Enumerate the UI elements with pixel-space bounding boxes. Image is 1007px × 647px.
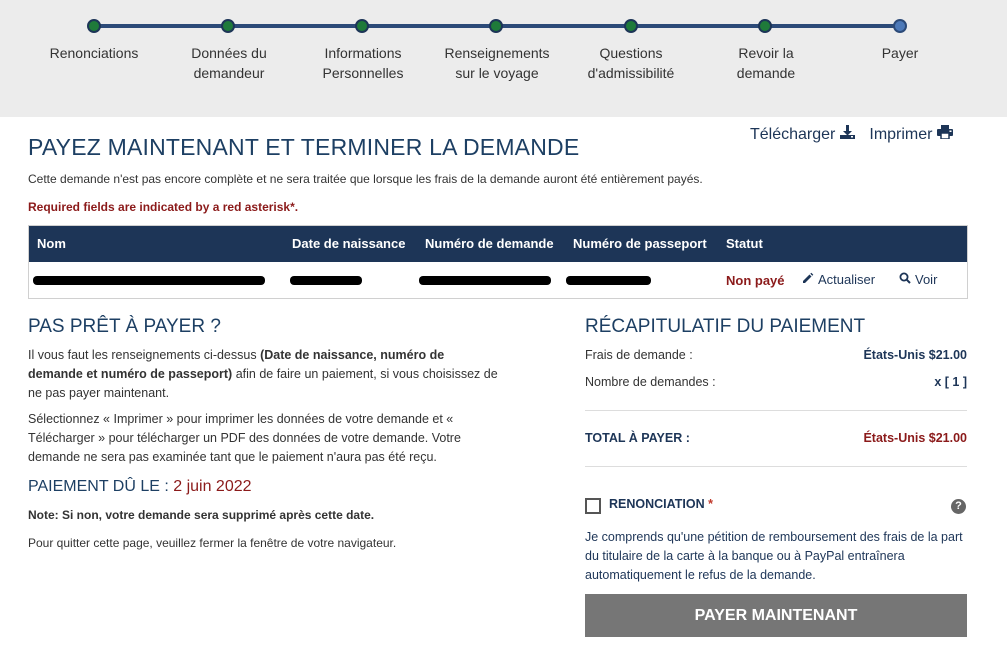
- p1-bold-text: (Date de naissance, numéro de demande et numéro de passeport): [28, 348, 445, 381]
- step-label-line: Revoir la: [738, 45, 794, 61]
- step-label-line: Informations: [324, 45, 402, 61]
- help-icon[interactable]: ?: [951, 499, 966, 514]
- step-label-line: d'admissibilité: [587, 65, 675, 81]
- pay-now-button[interactable]: PAYER MAINTENANT: [585, 594, 967, 637]
- step-label-line: Payer: [881, 45, 919, 61]
- intro-text: Cette demande n'est pas encore complète et ne sera traitée que lorsque les frais de la demande auront été entièrement payés.: [28, 172, 703, 186]
- fee-row: [585, 348, 967, 362]
- not-ready-paragraph-1: [28, 346, 498, 403]
- waiver-label-text: RENONCIATION: [609, 497, 705, 511]
- due-date: 2 juin 2022: [173, 478, 252, 495]
- redacted-passport-number: [566, 276, 651, 285]
- count-row: [585, 375, 967, 389]
- progress-tracker: [0, 0, 1007, 117]
- due-label: PAIEMENT DÛ LE :: [28, 478, 174, 495]
- step-label-line: sur le voyage: [455, 65, 539, 81]
- count-label: Nombre de demandes :: [585, 375, 716, 389]
- table-row: [29, 262, 967, 298]
- p1-text-end: afin de faire un paiement, si vous choisissez de ne pas payer maintenant.: [28, 367, 498, 400]
- table-header: [29, 226, 967, 262]
- step-dot-informations-personnelles[interactable]: [355, 19, 369, 33]
- col-header-numero-passeport: Numéro de passeport: [573, 236, 707, 251]
- waiver-label[interactable]: [609, 497, 713, 511]
- view-link[interactable]: [899, 272, 937, 287]
- required-fields-note: Required fields are indicated by a red asterisk*.: [28, 200, 299, 214]
- step-label-renseignements-voyage[interactable]: [432, 43, 562, 83]
- deletion-note: Note: Si non, votre demande sera supprimé après cette date.: [28, 508, 375, 522]
- waiver-checkbox[interactable]: [585, 498, 601, 514]
- fee-label: Frais de demande :: [585, 348, 693, 362]
- required-asterisk: *: [708, 497, 713, 511]
- print-label: Imprimer: [869, 125, 933, 143]
- waiver-text: Je comprends qu'une pétition de remboursement des frais de la part du titulaire de la carte à la banque ou à PayPal entraînera automatiquement le refus de la demande.: [585, 530, 963, 582]
- step-dot-payer[interactable]: [893, 19, 907, 33]
- redacted-birthdate: [290, 276, 362, 285]
- view-label: Voir: [915, 272, 938, 287]
- step-label-donnees-demandeur[interactable]: [164, 43, 294, 83]
- count-value: x [ 1 ]: [934, 375, 967, 389]
- download-label: Télécharger: [750, 125, 836, 143]
- download-icon: [840, 125, 855, 144]
- status-badge: Non payé: [726, 273, 785, 288]
- summary-title: RÉCAPITULATIF DU PAIEMENT: [585, 316, 866, 337]
- step-label-line: Renonciations: [49, 45, 139, 61]
- total-value: États-Unis $21.00: [863, 431, 967, 445]
- redacted-name: [33, 276, 265, 285]
- step-label-questions-admissibilite[interactable]: [566, 43, 696, 83]
- col-header-date-naissance: Date de naissance: [292, 236, 406, 251]
- total-row: [585, 431, 967, 445]
- step-label-line: demandeur: [193, 65, 265, 81]
- step-label-line: Questions: [599, 45, 663, 61]
- summary-divider: [585, 466, 967, 467]
- step-dot-questions-admissibilite[interactable]: [624, 19, 638, 33]
- step-label-payer[interactable]: [835, 43, 965, 63]
- print-button[interactable]: [869, 125, 953, 144]
- top-actions: [750, 125, 953, 144]
- step-dot-revoir-demande[interactable]: [758, 19, 772, 33]
- update-label: Actualiser: [818, 272, 876, 287]
- step-label-line: demande: [736, 65, 796, 81]
- summary-divider: [585, 410, 967, 411]
- step-label-informations-personnelles[interactable]: [298, 43, 428, 83]
- total-label: TOTAL À PAYER :: [585, 431, 690, 445]
- step-dot-donnees-demandeur[interactable]: [221, 19, 235, 33]
- pencil-icon: [802, 272, 814, 287]
- not-ready-paragraph-2: Sélectionnez « Imprimer » pour imprimer les données de votre demande et « Télécharger » pour télécharger un PDF des données de votre demande. Votre demande ne sera pas examinée tant que le paiement n'aura pas été reçu.: [28, 412, 461, 464]
- printer-icon: [937, 125, 953, 144]
- update-link[interactable]: [802, 272, 875, 287]
- step-dot-renseignements-voyage[interactable]: [489, 19, 503, 33]
- download-button[interactable]: [750, 125, 855, 144]
- fee-value: États-Unis $21.00: [863, 348, 967, 362]
- step-label-line: Personnelles: [322, 65, 404, 81]
- col-header-nom: Nom: [37, 236, 66, 251]
- not-ready-title: PAS PRÊT À PAYER ?: [28, 316, 221, 337]
- search-icon: [899, 272, 911, 287]
- page-title: PAYEZ MAINTENANT ET TERMINER LA DEMANDE: [28, 134, 580, 160]
- step-label-revoir-demande[interactable]: [701, 43, 831, 83]
- step-label-renonciations[interactable]: [29, 43, 159, 63]
- col-header-statut: Statut: [726, 236, 763, 251]
- col-header-numero-demande: Numéro de demande: [425, 236, 554, 251]
- quit-instructions: Pour quitter cette page, veuillez fermer la fenêtre de votre navigateur.: [28, 536, 397, 550]
- p1-text: Il vous faut les renseignements ci-dessus: [28, 348, 261, 362]
- step-dot-renonciations[interactable]: [87, 19, 101, 33]
- step-label-line: Renseignements: [444, 45, 550, 61]
- payment-due: [28, 478, 252, 496]
- step-label-line: Données du: [191, 45, 267, 61]
- redacted-application-number: [419, 276, 551, 285]
- application-table: [28, 225, 968, 299]
